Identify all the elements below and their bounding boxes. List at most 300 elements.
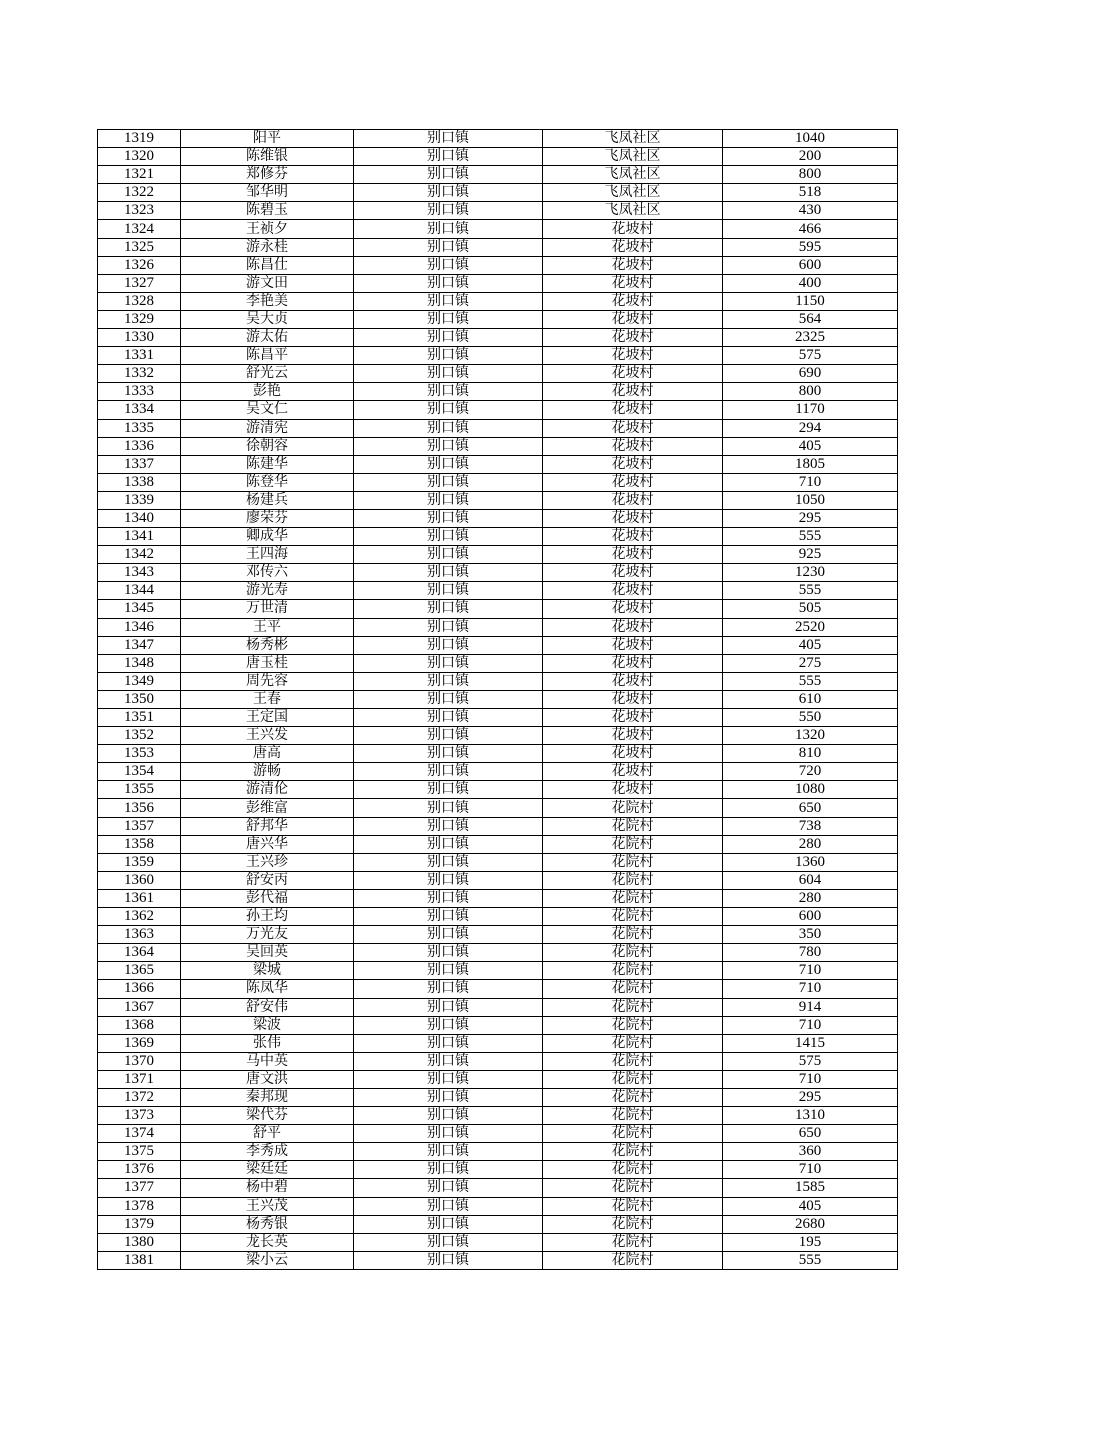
amount-cell: 550	[723, 709, 898, 727]
town-cell: 别口镇	[354, 871, 543, 889]
name-cell: 舒光云	[181, 365, 354, 383]
table-row	[98, 980, 898, 998]
row-number-cell: 1346	[98, 618, 181, 636]
table-row	[98, 998, 898, 1016]
amount-cell: 555	[723, 672, 898, 690]
village-cell: 花坡村	[543, 727, 723, 745]
name-cell: 舒平	[181, 1125, 354, 1143]
table-row	[98, 564, 898, 582]
name-cell: 唐高	[181, 745, 354, 763]
row-number-cell: 1358	[98, 835, 181, 853]
row-number-cell: 1350	[98, 690, 181, 708]
town-cell: 别口镇	[354, 908, 543, 926]
name-cell: 游清伦	[181, 781, 354, 799]
town-cell: 别口镇	[354, 709, 543, 727]
village-cell: 花院村	[543, 1233, 723, 1251]
town-cell: 别口镇	[354, 998, 543, 1016]
town-cell: 别口镇	[354, 347, 543, 365]
town-cell: 别口镇	[354, 184, 543, 202]
amount-cell: 200	[723, 148, 898, 166]
amount-cell: 2680	[723, 1215, 898, 1233]
amount-cell: 738	[723, 817, 898, 835]
name-cell: 梁城	[181, 962, 354, 980]
town-cell: 别口镇	[354, 1107, 543, 1125]
town-cell: 别口镇	[354, 1034, 543, 1052]
village-cell: 花坡村	[543, 528, 723, 546]
village-cell: 飞凤社区	[543, 130, 723, 148]
town-cell: 别口镇	[354, 962, 543, 980]
amount-cell: 710	[723, 962, 898, 980]
town-cell: 别口镇	[354, 130, 543, 148]
row-number-cell: 1340	[98, 509, 181, 527]
amount-cell: 575	[723, 1052, 898, 1070]
town-cell: 别口镇	[354, 564, 543, 582]
table-row	[98, 347, 898, 365]
town-cell: 别口镇	[354, 256, 543, 274]
table-row	[98, 781, 898, 799]
village-cell: 花院村	[543, 926, 723, 944]
row-number-cell: 1343	[98, 564, 181, 582]
village-cell: 花坡村	[543, 238, 723, 256]
table-row	[98, 437, 898, 455]
amount-cell: 810	[723, 745, 898, 763]
village-cell: 花坡村	[543, 491, 723, 509]
table-row	[98, 1034, 898, 1052]
name-cell: 李艳美	[181, 292, 354, 310]
village-cell: 花坡村	[543, 220, 723, 238]
town-cell: 别口镇	[354, 419, 543, 437]
row-number-cell: 1366	[98, 980, 181, 998]
village-cell: 花院村	[543, 1107, 723, 1125]
town-cell: 别口镇	[354, 329, 543, 347]
village-cell: 花坡村	[543, 365, 723, 383]
name-cell: 吴大贞	[181, 310, 354, 328]
row-number-cell: 1361	[98, 889, 181, 907]
amount-cell: 710	[723, 1016, 898, 1034]
amount-cell: 1360	[723, 853, 898, 871]
table-row	[98, 871, 898, 889]
row-number-cell: 1327	[98, 274, 181, 292]
name-cell: 游太佑	[181, 329, 354, 347]
name-cell: 王兴珍	[181, 853, 354, 871]
village-cell: 飞凤社区	[543, 166, 723, 184]
row-number-cell: 1375	[98, 1143, 181, 1161]
table-row	[98, 727, 898, 745]
row-number-cell: 1344	[98, 582, 181, 600]
town-cell: 别口镇	[354, 1251, 543, 1269]
amount-cell: 925	[723, 546, 898, 564]
name-cell: 游永桂	[181, 238, 354, 256]
amount-cell: 430	[723, 202, 898, 220]
name-cell: 邓传六	[181, 564, 354, 582]
table-row	[98, 1107, 898, 1125]
row-number-cell: 1363	[98, 926, 181, 944]
row-number-cell: 1345	[98, 600, 181, 618]
name-cell: 游光寿	[181, 582, 354, 600]
amount-cell: 518	[723, 184, 898, 202]
table-row	[98, 1125, 898, 1143]
amount-cell: 710	[723, 1070, 898, 1088]
table-row	[98, 654, 898, 672]
village-cell: 花坡村	[543, 781, 723, 799]
town-cell: 别口镇	[354, 600, 543, 618]
name-cell: 梁代芬	[181, 1107, 354, 1125]
table-row	[98, 528, 898, 546]
row-number-cell: 1354	[98, 763, 181, 781]
amount-cell: 1805	[723, 455, 898, 473]
amount-cell: 1150	[723, 292, 898, 310]
town-cell: 别口镇	[354, 889, 543, 907]
amount-cell: 710	[723, 980, 898, 998]
row-number-cell: 1364	[98, 944, 181, 962]
name-cell: 王四海	[181, 546, 354, 564]
row-number-cell: 1356	[98, 799, 181, 817]
row-number-cell: 1380	[98, 1233, 181, 1251]
amount-cell: 466	[723, 220, 898, 238]
village-cell: 花坡村	[543, 546, 723, 564]
village-cell: 花院村	[543, 1251, 723, 1269]
table-row	[98, 455, 898, 473]
table-row	[98, 926, 898, 944]
town-cell: 别口镇	[354, 618, 543, 636]
table-row	[98, 238, 898, 256]
table-row	[98, 130, 898, 148]
name-cell: 马中英	[181, 1052, 354, 1070]
name-cell: 彭维富	[181, 799, 354, 817]
town-cell: 别口镇	[354, 1016, 543, 1034]
row-number-cell: 1357	[98, 817, 181, 835]
row-number-cell: 1341	[98, 528, 181, 546]
name-cell: 梁小云	[181, 1251, 354, 1269]
town-cell: 别口镇	[354, 238, 543, 256]
amount-cell: 2520	[723, 618, 898, 636]
village-cell: 花院村	[543, 1016, 723, 1034]
amount-cell: 600	[723, 908, 898, 926]
town-cell: 别口镇	[354, 401, 543, 419]
name-cell: 杨秀彬	[181, 636, 354, 654]
amount-cell: 405	[723, 636, 898, 654]
village-cell: 花院村	[543, 1088, 723, 1106]
village-cell: 花坡村	[543, 636, 723, 654]
amount-cell: 350	[723, 926, 898, 944]
village-cell: 花院村	[543, 871, 723, 889]
town-cell: 别口镇	[354, 220, 543, 238]
row-number-cell: 1381	[98, 1251, 181, 1269]
village-cell: 花坡村	[543, 455, 723, 473]
row-number-cell: 1362	[98, 908, 181, 926]
town-cell: 别口镇	[354, 202, 543, 220]
town-cell: 别口镇	[354, 944, 543, 962]
village-cell: 花坡村	[543, 564, 723, 582]
name-cell: 龙长英	[181, 1233, 354, 1251]
row-number-cell: 1335	[98, 419, 181, 437]
village-cell: 花院村	[543, 908, 723, 926]
row-number-cell: 1349	[98, 672, 181, 690]
row-number-cell: 1360	[98, 871, 181, 889]
amount-cell: 280	[723, 835, 898, 853]
row-number-cell: 1333	[98, 383, 181, 401]
amount-cell: 595	[723, 238, 898, 256]
row-number-cell: 1371	[98, 1070, 181, 1088]
name-cell: 徐朝容	[181, 437, 354, 455]
row-number-cell: 1379	[98, 1215, 181, 1233]
row-number-cell: 1322	[98, 184, 181, 202]
amount-cell: 555	[723, 528, 898, 546]
row-number-cell: 1372	[98, 1088, 181, 1106]
row-number-cell: 1323	[98, 202, 181, 220]
table-row	[98, 745, 898, 763]
amount-cell: 710	[723, 473, 898, 491]
village-cell: 飞凤社区	[543, 148, 723, 166]
table-row	[98, 835, 898, 853]
amount-cell: 914	[723, 998, 898, 1016]
amount-cell: 610	[723, 690, 898, 708]
village-cell: 花院村	[543, 853, 723, 871]
row-number-cell: 1369	[98, 1034, 181, 1052]
table-row	[98, 1052, 898, 1070]
name-cell: 王祯夕	[181, 220, 354, 238]
row-number-cell: 1351	[98, 709, 181, 727]
village-cell: 花坡村	[543, 672, 723, 690]
town-cell: 别口镇	[354, 1070, 543, 1088]
name-cell: 孙王均	[181, 908, 354, 926]
row-number-cell: 1347	[98, 636, 181, 654]
amount-cell: 575	[723, 347, 898, 365]
row-number-cell: 1374	[98, 1125, 181, 1143]
town-cell: 别口镇	[354, 148, 543, 166]
town-cell: 别口镇	[354, 310, 543, 328]
village-cell: 花坡村	[543, 745, 723, 763]
town-cell: 别口镇	[354, 980, 543, 998]
amount-cell: 2325	[723, 329, 898, 347]
name-cell: 杨建兵	[181, 491, 354, 509]
village-cell: 花院村	[543, 889, 723, 907]
table-row	[98, 383, 898, 401]
row-number-cell: 1339	[98, 491, 181, 509]
table-row	[98, 365, 898, 383]
row-number-cell: 1368	[98, 1016, 181, 1034]
town-cell: 别口镇	[354, 509, 543, 527]
row-number-cell: 1331	[98, 347, 181, 365]
name-cell: 卿成华	[181, 528, 354, 546]
town-cell: 别口镇	[354, 1125, 543, 1143]
village-cell: 花坡村	[543, 310, 723, 328]
row-number-cell: 1330	[98, 329, 181, 347]
village-cell: 花院村	[543, 799, 723, 817]
town-cell: 别口镇	[354, 1161, 543, 1179]
row-number-cell: 1338	[98, 473, 181, 491]
amount-cell: 800	[723, 166, 898, 184]
amount-cell: 400	[723, 274, 898, 292]
village-cell: 花院村	[543, 1161, 723, 1179]
row-number-cell: 1320	[98, 148, 181, 166]
town-cell: 别口镇	[354, 781, 543, 799]
amount-cell: 360	[723, 1143, 898, 1161]
amount-cell: 405	[723, 437, 898, 455]
amount-cell: 564	[723, 310, 898, 328]
name-cell: 王兴茂	[181, 1197, 354, 1215]
village-cell: 花坡村	[543, 763, 723, 781]
name-cell: 舒安伟	[181, 998, 354, 1016]
row-number-cell: 1359	[98, 853, 181, 871]
table-row	[98, 509, 898, 527]
village-cell: 花院村	[543, 1197, 723, 1215]
town-cell: 别口镇	[354, 799, 543, 817]
name-cell: 陈维银	[181, 148, 354, 166]
town-cell: 别口镇	[354, 473, 543, 491]
table-row	[98, 799, 898, 817]
amount-cell: 650	[723, 1125, 898, 1143]
name-cell: 游清宪	[181, 419, 354, 437]
table-row	[98, 329, 898, 347]
village-cell: 花坡村	[543, 437, 723, 455]
amount-cell: 195	[723, 1233, 898, 1251]
amount-cell: 1320	[723, 727, 898, 745]
amount-cell: 690	[723, 365, 898, 383]
town-cell: 别口镇	[354, 1088, 543, 1106]
town-cell: 别口镇	[354, 365, 543, 383]
table-row	[98, 401, 898, 419]
row-number-cell: 1377	[98, 1179, 181, 1197]
town-cell: 别口镇	[354, 1215, 543, 1233]
village-cell: 花坡村	[543, 419, 723, 437]
town-cell: 别口镇	[354, 835, 543, 853]
row-number-cell: 1324	[98, 220, 181, 238]
amount-cell: 1170	[723, 401, 898, 419]
village-cell: 花院村	[543, 1179, 723, 1197]
town-cell: 别口镇	[354, 546, 543, 564]
table-row	[98, 1088, 898, 1106]
town-cell: 别口镇	[354, 745, 543, 763]
amount-cell: 1585	[723, 1179, 898, 1197]
table-row	[98, 1179, 898, 1197]
village-cell: 花坡村	[543, 509, 723, 527]
row-number-cell: 1329	[98, 310, 181, 328]
table-row	[98, 636, 898, 654]
name-cell: 陈凤华	[181, 980, 354, 998]
town-cell: 别口镇	[354, 1143, 543, 1161]
table-row	[98, 618, 898, 636]
town-cell: 别口镇	[354, 763, 543, 781]
amount-cell: 780	[723, 944, 898, 962]
town-cell: 别口镇	[354, 690, 543, 708]
village-cell: 花院村	[543, 1125, 723, 1143]
name-cell: 彭代福	[181, 889, 354, 907]
town-cell: 别口镇	[354, 1233, 543, 1251]
amount-cell: 505	[723, 600, 898, 618]
amount-cell: 800	[723, 383, 898, 401]
table-row	[98, 274, 898, 292]
name-cell: 舒邦华	[181, 817, 354, 835]
amount-cell: 280	[723, 889, 898, 907]
name-cell: 王春	[181, 690, 354, 708]
row-number-cell: 1353	[98, 745, 181, 763]
row-number-cell: 1376	[98, 1161, 181, 1179]
name-cell: 杨中碧	[181, 1179, 354, 1197]
row-number-cell: 1373	[98, 1107, 181, 1125]
row-number-cell: 1342	[98, 546, 181, 564]
village-cell: 花院村	[543, 1070, 723, 1088]
table-row	[98, 763, 898, 781]
name-cell: 廖荣芬	[181, 509, 354, 527]
town-cell: 别口镇	[354, 292, 543, 310]
village-cell: 花坡村	[543, 292, 723, 310]
row-number-cell: 1365	[98, 962, 181, 980]
village-cell: 花坡村	[543, 709, 723, 727]
town-cell: 别口镇	[354, 274, 543, 292]
name-cell: 周先容	[181, 672, 354, 690]
amount-cell: 1080	[723, 781, 898, 799]
name-cell: 邹华明	[181, 184, 354, 202]
amount-cell: 1415	[723, 1034, 898, 1052]
amount-cell: 650	[723, 799, 898, 817]
amount-cell: 1050	[723, 491, 898, 509]
name-cell: 陈建华	[181, 455, 354, 473]
amount-cell: 604	[723, 871, 898, 889]
table-row	[98, 582, 898, 600]
amount-cell: 295	[723, 1088, 898, 1106]
name-cell: 陈登华	[181, 473, 354, 491]
name-cell: 王平	[181, 618, 354, 636]
name-cell: 王兴发	[181, 727, 354, 745]
name-cell: 郑修芬	[181, 166, 354, 184]
table-row	[98, 600, 898, 618]
row-number-cell: 1370	[98, 1052, 181, 1070]
amount-cell: 405	[723, 1197, 898, 1215]
village-cell: 花院村	[543, 998, 723, 1016]
village-cell: 花院村	[543, 944, 723, 962]
name-cell: 陈昌仕	[181, 256, 354, 274]
name-cell: 舒安丙	[181, 871, 354, 889]
table-row	[98, 817, 898, 835]
table-row	[98, 256, 898, 274]
village-cell: 花坡村	[543, 618, 723, 636]
table-row	[98, 853, 898, 871]
town-cell: 别口镇	[354, 1179, 543, 1197]
name-cell: 万光友	[181, 926, 354, 944]
row-number-cell: 1319	[98, 130, 181, 148]
row-number-cell: 1367	[98, 998, 181, 1016]
table-row	[98, 1161, 898, 1179]
name-cell: 彭艳	[181, 383, 354, 401]
village-cell: 花坡村	[543, 347, 723, 365]
row-number-cell: 1348	[98, 654, 181, 672]
table-row	[98, 166, 898, 184]
village-cell: 花坡村	[543, 401, 723, 419]
table-row	[98, 1233, 898, 1251]
village-cell: 花坡村	[543, 274, 723, 292]
village-cell: 花坡村	[543, 329, 723, 347]
village-cell: 花院村	[543, 962, 723, 980]
name-cell: 陈碧玉	[181, 202, 354, 220]
village-cell: 花院村	[543, 817, 723, 835]
table-row	[98, 1197, 898, 1215]
village-cell: 花坡村	[543, 600, 723, 618]
table-row	[98, 672, 898, 690]
row-number-cell: 1334	[98, 401, 181, 419]
table-row	[98, 889, 898, 907]
table-row	[98, 419, 898, 437]
amount-cell: 710	[723, 1161, 898, 1179]
amount-cell: 1230	[723, 564, 898, 582]
village-cell: 花坡村	[543, 383, 723, 401]
row-number-cell: 1337	[98, 455, 181, 473]
village-cell: 花院村	[543, 1215, 723, 1233]
town-cell: 别口镇	[354, 437, 543, 455]
amount-cell: 555	[723, 582, 898, 600]
name-cell: 王定国	[181, 709, 354, 727]
name-cell: 唐兴华	[181, 835, 354, 853]
